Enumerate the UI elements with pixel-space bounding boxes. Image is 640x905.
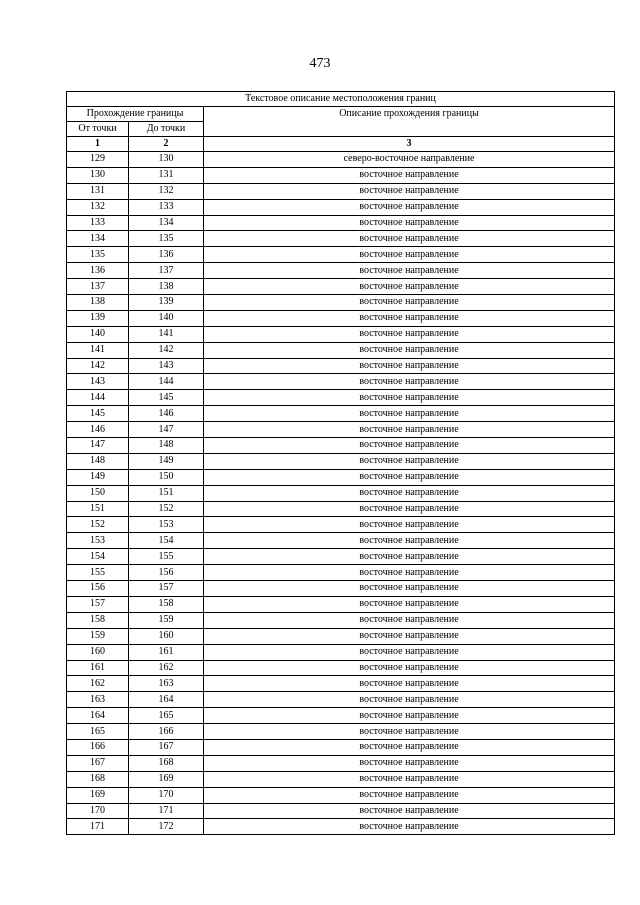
to-point-cell: 158 [129, 596, 204, 612]
description-cell: восточное направление [204, 390, 615, 406]
from-point-cell: 169 [67, 787, 129, 803]
to-point-cell: 149 [129, 453, 204, 469]
to-point-cell: 140 [129, 310, 204, 326]
table-row [67, 422, 615, 438]
to-point-cell: 164 [129, 692, 204, 708]
to-point-cell: 136 [129, 247, 204, 263]
to-point-cell: 130 [129, 152, 204, 168]
to-point-cell: 169 [129, 771, 204, 787]
table-row [67, 803, 615, 819]
from-point-cell: 143 [67, 374, 129, 390]
description-cell: восточное направление [204, 279, 615, 295]
table-row [67, 326, 615, 342]
to-point-cell: 171 [129, 803, 204, 819]
from-point-cell: 151 [67, 501, 129, 517]
from-point-cell: 138 [67, 295, 129, 311]
description-cell: восточное направление [204, 453, 615, 469]
table-row [67, 771, 615, 787]
to-point-cell: 138 [129, 279, 204, 295]
table-title: Текстовое описание местоположения границ [67, 92, 615, 107]
to-point-cell: 172 [129, 819, 204, 835]
table-row [67, 358, 615, 374]
from-point-cell: 162 [67, 676, 129, 692]
to-point-cell: 152 [129, 501, 204, 517]
from-point-cell: 130 [67, 167, 129, 183]
from-point-cell: 149 [67, 469, 129, 485]
from-point-cell: 165 [67, 724, 129, 740]
from-point-cell: 140 [67, 326, 129, 342]
to-point-cell: 145 [129, 390, 204, 406]
table-row [67, 628, 615, 644]
description-cell: восточное направление [204, 342, 615, 358]
from-point-cell: 161 [67, 660, 129, 676]
description-cell: восточное направление [204, 787, 615, 803]
description-cell: восточное направление [204, 803, 615, 819]
from-point-cell: 135 [67, 247, 129, 263]
description-cell: восточное направление [204, 724, 615, 740]
from-point-cell: 154 [67, 549, 129, 565]
table-row [67, 692, 615, 708]
table-row [67, 724, 615, 740]
description-cell: восточное направление [204, 247, 615, 263]
from-point-cell: 155 [67, 565, 129, 581]
table-row [67, 438, 615, 454]
from-point-cell: 139 [67, 310, 129, 326]
to-point-cell: 161 [129, 644, 204, 660]
to-point-cell: 153 [129, 517, 204, 533]
table-row [67, 739, 615, 755]
description-cell: восточное направление [204, 517, 615, 533]
description-cell: восточное направление [204, 485, 615, 501]
description-cell: восточное направление [204, 167, 615, 183]
description-cell: восточное направление [204, 660, 615, 676]
to-point-cell: 154 [129, 533, 204, 549]
to-point-cell: 156 [129, 565, 204, 581]
table-row [67, 612, 615, 628]
description-cell: восточное направление [204, 739, 615, 755]
table-row [67, 342, 615, 358]
description-cell: восточное направление [204, 406, 615, 422]
description-cell: восточное направление [204, 374, 615, 390]
from-point-cell: 158 [67, 612, 129, 628]
from-point-cell: 145 [67, 406, 129, 422]
from-point-cell: 159 [67, 628, 129, 644]
table-row [67, 755, 615, 771]
table-row [67, 167, 615, 183]
column-number: 1 [67, 137, 129, 152]
description-cell: восточное направление [204, 326, 615, 342]
table-row [67, 676, 615, 692]
description-cell: восточное направление [204, 676, 615, 692]
description-cell: восточное направление [204, 549, 615, 565]
to-column-header: До точки [129, 122, 204, 137]
table-header-row [67, 107, 615, 122]
from-point-cell: 129 [67, 152, 129, 168]
from-point-cell: 141 [67, 342, 129, 358]
group-header: Прохождение границы [67, 107, 204, 122]
description-cell: восточное направление [204, 581, 615, 597]
table-row [67, 231, 615, 247]
description-cell: восточное направление [204, 708, 615, 724]
column-number: 2 [129, 137, 204, 152]
from-point-cell: 136 [67, 263, 129, 279]
from-point-cell: 152 [67, 517, 129, 533]
from-point-cell: 157 [67, 596, 129, 612]
from-point-cell: 163 [67, 692, 129, 708]
table-row [67, 517, 615, 533]
from-point-cell: 150 [67, 485, 129, 501]
description-cell: восточное направление [204, 199, 615, 215]
to-point-cell: 135 [129, 231, 204, 247]
to-point-cell: 155 [129, 549, 204, 565]
table-row [67, 549, 615, 565]
table-row [67, 501, 615, 517]
description-cell: восточное направление [204, 422, 615, 438]
table-row [67, 279, 615, 295]
table-row [67, 199, 615, 215]
table-row [67, 644, 615, 660]
from-point-cell: 148 [67, 453, 129, 469]
description-cell: восточное направление [204, 231, 615, 247]
from-point-cell: 131 [67, 183, 129, 199]
table-row [67, 183, 615, 199]
from-column-header: От точки [67, 122, 129, 137]
to-point-cell: 144 [129, 374, 204, 390]
description-cell: восточное направление [204, 295, 615, 311]
table-row [67, 374, 615, 390]
description-cell: восточное направление [204, 692, 615, 708]
table-title-row [67, 92, 615, 107]
from-point-cell: 156 [67, 581, 129, 597]
description-cell: восточное направление [204, 628, 615, 644]
to-point-cell: 150 [129, 469, 204, 485]
description-cell: восточное направление [204, 644, 615, 660]
to-point-cell: 165 [129, 708, 204, 724]
to-point-cell: 137 [129, 263, 204, 279]
to-point-cell: 132 [129, 183, 204, 199]
to-point-cell: 162 [129, 660, 204, 676]
table-row [67, 453, 615, 469]
from-point-cell: 170 [67, 803, 129, 819]
description-cell: восточное направление [204, 183, 615, 199]
table-row [67, 469, 615, 485]
table-row [67, 390, 615, 406]
to-point-cell: 160 [129, 628, 204, 644]
desc-column-header: Описание прохождения границы [204, 107, 615, 137]
description-cell: восточное направление [204, 438, 615, 454]
description-cell: восточное направление [204, 755, 615, 771]
to-point-cell: 146 [129, 406, 204, 422]
from-point-cell: 133 [67, 215, 129, 231]
to-point-cell: 163 [129, 676, 204, 692]
to-point-cell: 168 [129, 755, 204, 771]
to-point-cell: 151 [129, 485, 204, 501]
from-point-cell: 153 [67, 533, 129, 549]
table-row [67, 406, 615, 422]
table-row [67, 660, 615, 676]
to-point-cell: 143 [129, 358, 204, 374]
to-point-cell: 157 [129, 581, 204, 597]
description-cell: восточное направление [204, 358, 615, 374]
to-point-cell: 133 [129, 199, 204, 215]
from-point-cell: 166 [67, 739, 129, 755]
from-point-cell: 144 [67, 390, 129, 406]
from-point-cell: 147 [67, 438, 129, 454]
description-cell: восточное направление [204, 263, 615, 279]
description-cell: восточное направление [204, 819, 615, 835]
to-point-cell: 131 [129, 167, 204, 183]
to-point-cell: 139 [129, 295, 204, 311]
to-point-cell: 141 [129, 326, 204, 342]
description-cell: восточное направление [204, 310, 615, 326]
table-row [67, 152, 615, 168]
description-cell: северо-восточное направление [204, 152, 615, 168]
column-number: 3 [204, 137, 615, 152]
to-point-cell: 147 [129, 422, 204, 438]
table-row [67, 485, 615, 501]
table-row [67, 596, 615, 612]
to-point-cell: 134 [129, 215, 204, 231]
from-point-cell: 134 [67, 231, 129, 247]
column-number-row [67, 137, 615, 152]
description-cell: восточное направление [204, 215, 615, 231]
from-point-cell: 171 [67, 819, 129, 835]
to-point-cell: 148 [129, 438, 204, 454]
to-point-cell: 142 [129, 342, 204, 358]
to-point-cell: 159 [129, 612, 204, 628]
to-point-cell: 170 [129, 787, 204, 803]
from-point-cell: 168 [67, 771, 129, 787]
description-cell: восточное направление [204, 469, 615, 485]
description-cell: восточное направление [204, 533, 615, 549]
description-cell: восточное направление [204, 501, 615, 517]
page-number: 473 [309, 56, 331, 71]
from-point-cell: 132 [67, 199, 129, 215]
from-point-cell: 137 [67, 279, 129, 295]
table-row [67, 819, 615, 835]
table-row [67, 533, 615, 549]
description-cell: восточное направление [204, 612, 615, 628]
table-row [67, 295, 615, 311]
table-row [67, 565, 615, 581]
description-cell: восточное направление [204, 771, 615, 787]
description-cell: восточное направление [204, 596, 615, 612]
description-cell: восточное направление [204, 565, 615, 581]
to-point-cell: 166 [129, 724, 204, 740]
table-row [67, 310, 615, 326]
from-point-cell: 167 [67, 755, 129, 771]
table-row [67, 708, 615, 724]
from-point-cell: 142 [67, 358, 129, 374]
from-point-cell: 160 [67, 644, 129, 660]
to-point-cell: 167 [129, 739, 204, 755]
from-point-cell: 164 [67, 708, 129, 724]
table-row [67, 581, 615, 597]
table-row [67, 247, 615, 263]
table-row [67, 215, 615, 231]
table-row [67, 263, 615, 279]
from-point-cell: 146 [67, 422, 129, 438]
boundary-table [66, 91, 615, 835]
table-row [67, 787, 615, 803]
